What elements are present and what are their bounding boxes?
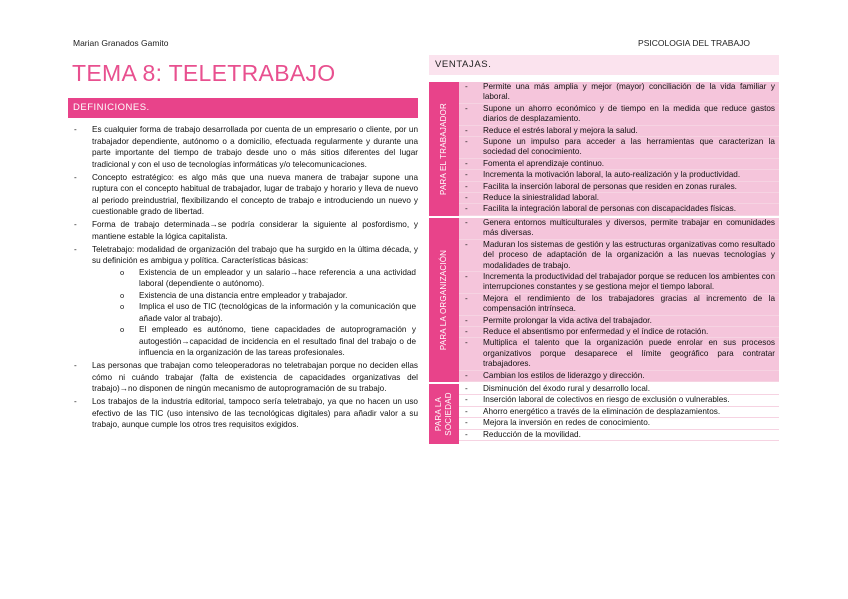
ventaja-item: - Reduce el absentismo por enfermedad y el índice de rotación. [459, 327, 779, 338]
ventaja-item: - Supone un ahorro económico y de tiempo en la medida que reduce gastos diarios de desplazamiento. [459, 104, 779, 126]
group-items-cell [459, 217, 779, 383]
group-label: PARA EL TRABAJADOR [439, 102, 448, 195]
group-items [459, 384, 779, 441]
group-items-cell [459, 383, 779, 444]
definition-item [68, 396, 418, 431]
group-sociedad [429, 383, 779, 444]
ventaja-item: - Maduran los sistemas de gestión y las estructuras organizativas como resultado del proceso de adaptación de la organización a las nuevas tecnologías y modalidades de trabajo. [459, 240, 779, 272]
definition-text: Teletrabajo: modalidad de organización del trabajo que ha surgido en la última década, y su definición es ambigua y política. Características básicas: [92, 244, 418, 265]
characteristic-item: o El empleado es autónomo, tiene capacidades de autoprogramación y autogestión→capacidad de incidencia en el resultado final del trabajo o de influencia en la organización de las tareas profesionales. [92, 324, 416, 359]
ventaja-item: - Facilita la integración laboral de personas con discapacidades físicas. [459, 204, 779, 215]
ventajas-heading: VENTAJAS. [429, 55, 779, 75]
definition-item [68, 219, 418, 242]
ventaja-item: - Multiplica el talento que la organización puede enrolar en sus procesos organizativos porque desaparece el límite geográfico para contratar trabajadores. [459, 338, 779, 370]
definition-item [68, 172, 418, 218]
group-items [459, 218, 779, 382]
group-organizacion [429, 217, 779, 383]
definitions-heading: DEFINICIONES. [68, 98, 418, 118]
characteristic-item: o Existencia de una distancia entre empleador y trabajador. [92, 290, 416, 302]
definition-text: Concepto estratégico: es algo más que una nueva manera de trabajar supone una ruptura con el concepto habitual de trabajador, lugar de trabajo y horario y lleva de nuevo al periodo preindustrial, flexibilizando el concepto de trabajo e introduciendo un nuevo y cuestionable grado de libertad. [92, 172, 418, 216]
group-label-cell [429, 82, 459, 217]
definitions-list [68, 124, 418, 432]
group-items-cell [459, 82, 779, 217]
ventaja-item: - Supone un impulso para acceder a las herramientas que caracterizan la sociedad del conocimiento. [459, 137, 779, 159]
ventaja-item: - Facilita la inserción laboral de personas que residen en zonas rurales. [459, 182, 779, 193]
ventaja-item: - Permite prolongar la vida activa del trabajador. [459, 316, 779, 327]
definition-text: Forma de trabajo determinada→se podría considerar la siguiente al posfordismo, y mantiene estable la lógica capitalista. [92, 220, 418, 241]
ventaja-item: - Disminución del éxodo rural y desarrollo local. [459, 384, 779, 395]
group-label-cell [429, 217, 459, 383]
group-label-cell [429, 383, 459, 444]
definition-text: Es cualquier forma de trabajo desarrollada por cuenta de un empresario o cliente, por un trabajador dependiente, autónomo o a domicilio, efectuada regularmente y durante una parte importante del tiempo de trabajo desde uno o más sitios diferentes del lugar tradicional y con el uso de tecnologías informáticas y/o telecomunicaciones. [92, 125, 418, 169]
page-title: TEMA 8: TELETRABAJO [72, 60, 336, 86]
characteristics-list [92, 267, 418, 359]
ventaja-item: - Genera entornos multiculturales y diversos, permite trabajar en comunidades más diversas. [459, 218, 779, 240]
ventaja-item: - Reducción de la movilidad. [459, 430, 779, 441]
group-items [459, 82, 779, 216]
group-trabajador [429, 82, 779, 217]
ventaja-item: - Ahorro energético a través de la eliminación de desplazamientos. [459, 407, 779, 418]
group-label: PARA LA SOCIEDAD [434, 392, 453, 436]
definition-text: Las personas que trabajan como teleoperadoras no teletrabajan porque no deciden ellas cómo ni cuándo trabajar (falta de existencia de capacidades organizativas del trabajo)→no disponen de ningún mecanismo de autoprogramación de su trabajo. [92, 361, 418, 393]
definition-text: Los trabajos de la industria editorial, tampoco sería teletrabajo, ya que no hacen un uso efectivo de las TIC (uso intensivo de las tecnológicas digitales) para añadir valor a su trabajo, aunque cumple los otros tres requisitos exigidos. [92, 397, 418, 429]
group-label: PARA LA ORGANIZACIÓN [439, 249, 448, 351]
ventaja-item: - Reduce la siniestralidad laboral. [459, 193, 779, 204]
characteristic-item: o Existencia de un empleador y un salario→hace referencia a una actividad laboral (dependiente o autónomo). [92, 267, 416, 290]
ventaja-item: - Permite una más amplia y mejor (mayor) conciliación de la vida familiar y laboral. [459, 82, 779, 104]
characteristic-item: o Implica el uso de TIC (tecnológicas de la información y la comunicación que añade valor al trabajo). [92, 301, 416, 324]
ventaja-item: - Cambian los estilos de liderazgo y dirección. [459, 371, 779, 382]
ventaja-item: - Mejora el rendimiento de los trabajadores gracias al incremento de la compensación intrínseca. [459, 294, 779, 316]
ventaja-item: - Reduce el estrés laboral y mejora la salud. [459, 126, 779, 137]
ventaja-item: - Inserción laboral de colectivos en riesgo de exclusión o vulnerables. [459, 395, 779, 406]
definition-item [68, 244, 418, 359]
ventaja-item: - Mejora la inversión en redes de conocimiento. [459, 418, 779, 429]
ventaja-item: - Incrementa la motivación laboral, la auto-realización y la productividad. [459, 170, 779, 181]
ventaja-item: - Fomenta el aprendizaje continuo. [459, 159, 779, 170]
ventaja-item: - Incrementa la productividad del trabajador porque se reducen los ambientes con interrupciones constantes y se gestiona mejor el tiempo laboral. [459, 272, 779, 294]
header-subject: PSICOLOGIA DEL TRABAJO [638, 38, 750, 48]
definition-item [68, 360, 418, 395]
header-author: Marian Granados Gamito [73, 38, 169, 48]
definition-item [68, 124, 418, 170]
ventajas-table [429, 82, 779, 444]
